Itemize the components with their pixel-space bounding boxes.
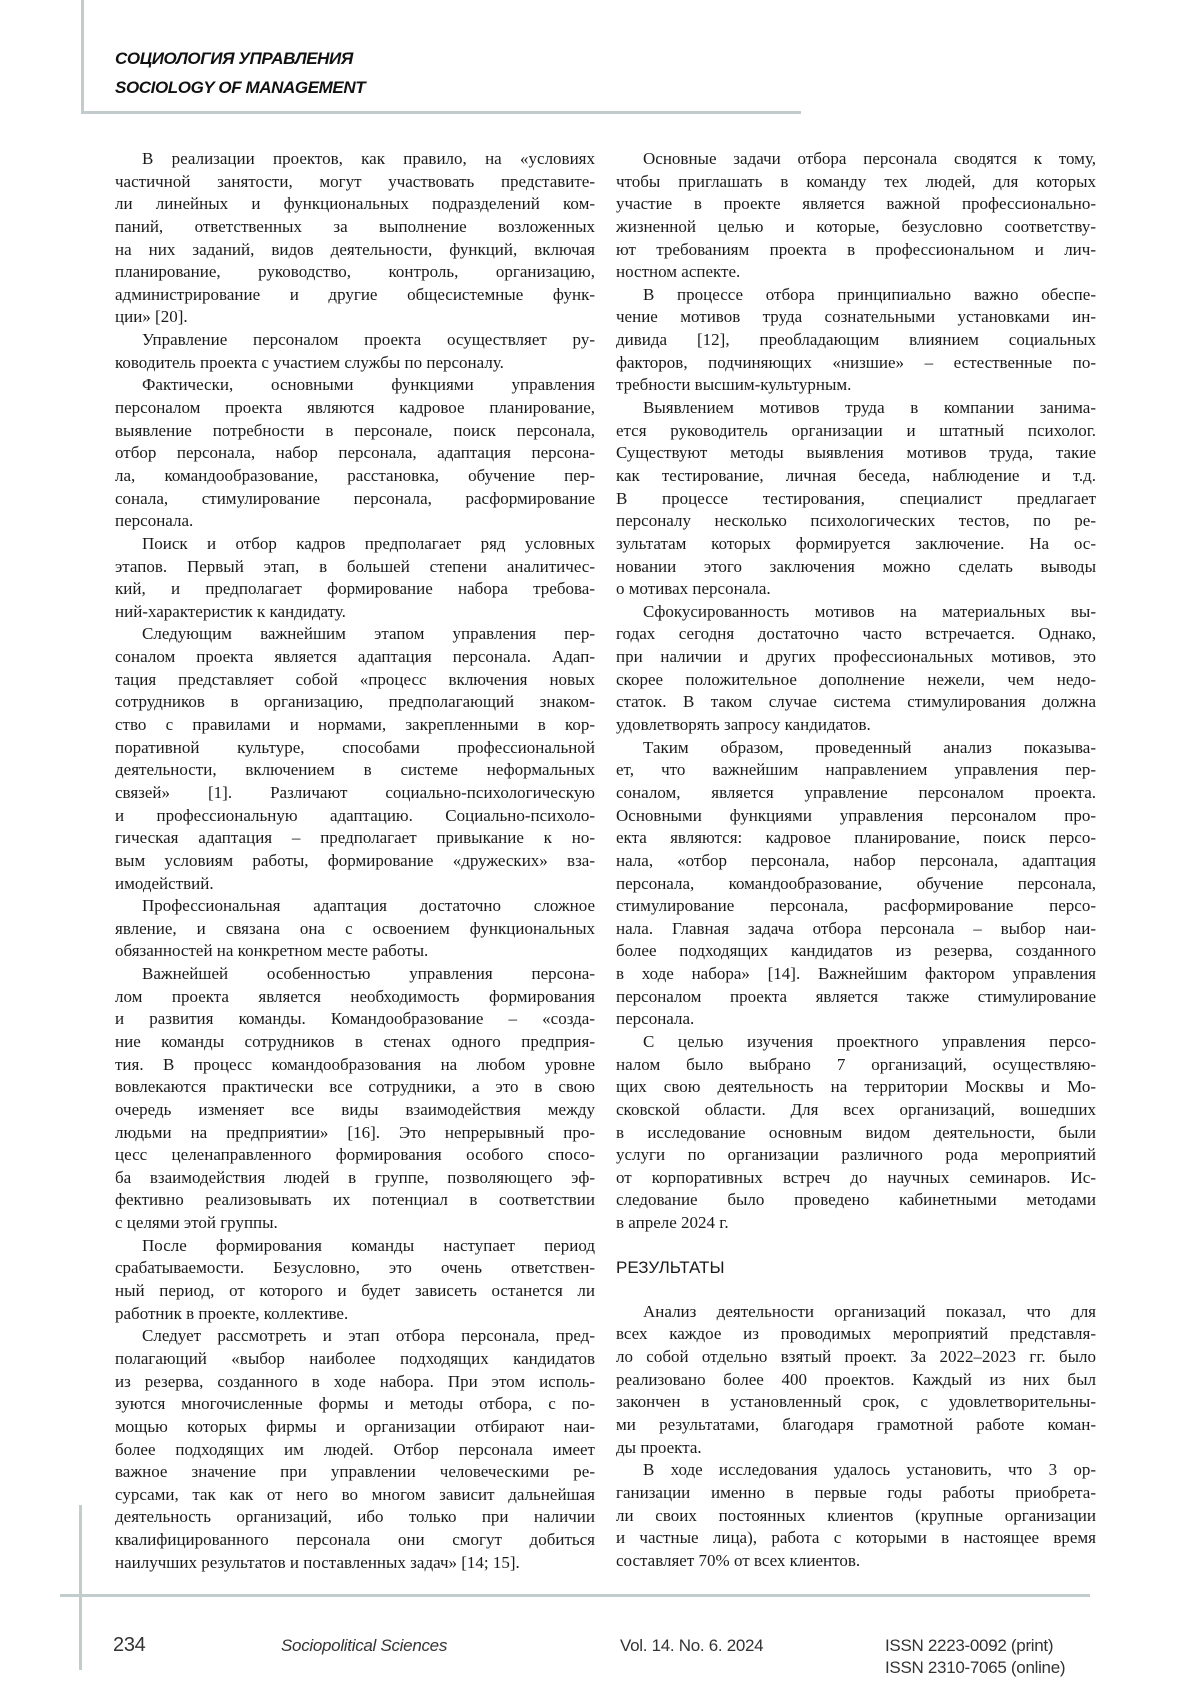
text-line: Основными функциями управления персоналом про- <box>616 805 1096 828</box>
text-line: персоналом проекта является также стимулирование <box>616 986 1096 1009</box>
text-line: явление, и связана она с освоением функциональных <box>115 918 595 941</box>
text-line: персоналу несколько психологических тестов, по ре- <box>616 510 1096 533</box>
issn-online: ISSN 2310-7065 (online) <box>885 1658 1065 1678</box>
text-line: Важнейшей особенностью управления персона- <box>115 963 595 986</box>
paragraph <box>616 148 1096 284</box>
text-line: Анализ деятельности организаций показал, что для <box>616 1301 1096 1324</box>
text-line: нала, «отбор персонала, набор персонала, адаптация <box>616 850 1096 873</box>
text-line: людьми на предприятии» [16]. Это непрерывный про- <box>115 1122 595 1145</box>
text-line: как тестирование, личная беседа, наблюдение и т.д. <box>616 465 1096 488</box>
page-number: 234 <box>113 1634 145 1657</box>
text-line: зуются многочисленные формы и методы отбора, с по- <box>115 1393 595 1416</box>
text-line: отбор персонала, набор персонала, адаптация персона- <box>115 442 595 465</box>
text-line: Фактически, основными функциями управления <box>115 374 595 397</box>
issn-print: ISSN 2223-0092 (print) <box>885 1636 1053 1656</box>
text-line: ностном аспекте. <box>616 261 1096 284</box>
text-line: чение мотивов труда сознательными установками ин- <box>616 306 1096 329</box>
paragraph <box>115 374 595 532</box>
footer-rule-horizontal <box>60 1594 1090 1597</box>
text-line: тия. В процесс командообразования на любом уровне <box>115 1054 595 1077</box>
text-line: услуги по организации различного рода мероприятий <box>616 1144 1096 1167</box>
text-line: сотрудников в организацию, предполагающий знаком- <box>115 691 595 714</box>
section-title-en: SOCIOLOGY OF MANAGEMENT <box>115 78 365 98</box>
text-line: ство с правилами и нормами, закрепленными в кор- <box>115 714 595 737</box>
text-line: с целями этой группы. <box>115 1212 595 1235</box>
text-line: В процессе отбора принципиально важно обеспе- <box>616 284 1096 307</box>
text-line: годах сегодня достаточно часто встречается. Однако, <box>616 623 1096 646</box>
text-line: ний-характеристик к кандидату. <box>115 601 595 624</box>
section-heading-results: РЕЗУЛЬТАТЫ <box>616 1257 1096 1279</box>
text-line: полагающий «выбор наиболее подходящих кандидатов <box>115 1348 595 1371</box>
text-line: Таким образом, проведенный анализ показыва- <box>616 737 1096 760</box>
text-line: екта являются: кадровое планирование, поиск персо- <box>616 827 1096 850</box>
text-line: В процессе тестирования, специалист предлагает <box>616 488 1096 511</box>
text-line: ции» [20]. <box>115 306 595 329</box>
text-line: тация представляет собой «процесс включения новых <box>115 669 595 692</box>
text-line: и развития команды. Командообразование – «созда- <box>115 1008 595 1031</box>
text-line: Выявлением мотивов труда в компании занима- <box>616 397 1096 420</box>
text-line: ганизации именно в первые годы работы приобрета- <box>616 1482 1096 1505</box>
text-line: Существуют методы выявления мотивов труда, такие <box>616 442 1096 465</box>
text-line: новании этого заключения можно сделать выводы <box>616 556 1096 579</box>
text-line: В реализации проектов, как правило, на «условиях <box>115 148 595 171</box>
text-line: персонала, командообразование, обучение персонала, <box>616 873 1096 896</box>
text-line: персонала. <box>115 510 595 533</box>
text-line: и профессиональную адаптацию. Социально-психоло- <box>115 805 595 828</box>
text-line: ние команды сотрудников в стенах одного предприя- <box>115 1031 595 1054</box>
text-line: Следующим важнейшим этапом управления пер- <box>115 623 595 646</box>
text-line: Основные задачи отбора персонала сводятся к тому, <box>616 148 1096 171</box>
text-line: мощью которых фирмы и организации отбирают наи- <box>115 1416 595 1439</box>
text-line: Профессиональная адаптация достаточно сложное <box>115 895 595 918</box>
paragraph <box>115 1235 595 1326</box>
text-line: имодействий. <box>115 873 595 896</box>
text-line: факторов, подчиняющих «низшие» – естественные по- <box>616 352 1096 375</box>
text-line: выявление потребности в персонале, поиск персонала, <box>115 420 595 443</box>
text-line: ды проекта. <box>616 1437 1096 1460</box>
text-line: дивида [12], преобладающим влиянием социальных <box>616 329 1096 352</box>
text-line: на них заданий, видов деятельности, функций, включая <box>115 239 595 262</box>
text-line: персонала. <box>616 1008 1096 1031</box>
right-column <box>616 148 1096 1572</box>
text-line: цесс целенаправленного формирования особого спосо- <box>115 1144 595 1167</box>
section-title-ru: СОЦИОЛОГИЯ УПРАВЛЕНИЯ <box>115 49 353 69</box>
text-line: ется руководитель организации и штатный психолог. <box>616 420 1096 443</box>
text-line: деятельности, включением в системе неформальных <box>115 759 595 782</box>
text-line: от корпоративных встреч до научных семинаров. Ис- <box>616 1167 1096 1190</box>
text-line: участие в проекте является важной профессионально- <box>616 193 1096 216</box>
text-line: удовлетворять запросу кандидатов. <box>616 714 1096 737</box>
header-rule-horizontal <box>81 111 801 114</box>
journal-name: Sociopolitical Sciences <box>281 1636 447 1656</box>
text-line: вым условиям работы, формирование «дружеских» вза- <box>115 850 595 873</box>
text-line: этапов. Первый этап, в большей степени аналитичес- <box>115 556 595 579</box>
text-line: Сфокусированность мотивов на материальных вы- <box>616 601 1096 624</box>
text-line: зультатам которых формируется заключение. На ос- <box>616 533 1096 556</box>
text-line: стимулирование персонала, расформирование персо- <box>616 895 1096 918</box>
text-line: ло собой отдельно взятый проект. За 2022–2023 гг. было <box>616 1346 1096 1369</box>
text-line: ба взаимодействия людей в группе, позволяющего эф- <box>115 1167 595 1190</box>
text-line: ководитель проекта с участием службы по персоналу. <box>115 352 595 375</box>
text-line: квалифицированного персонала они смогут добиться <box>115 1529 595 1552</box>
header-rule-vertical <box>81 0 84 114</box>
text-line: ли своих постоянных клиентов (крупные организации <box>616 1505 1096 1528</box>
text-line: сонала, стимулирование персонала, расформирование <box>115 488 595 511</box>
text-line: Поиск и отбор кадров предполагает ряд условных <box>115 533 595 556</box>
text-line: гическая адаптация – предполагает привыкание к но- <box>115 827 595 850</box>
paragraph <box>616 1459 1096 1572</box>
paragraph <box>115 533 595 624</box>
text-line: чтобы приглашать в команду тех людей, для которых <box>616 171 1096 194</box>
text-line: жизненной целью и которые, безусловно соответству- <box>616 216 1096 239</box>
text-line: поративной культуре, способами профессиональной <box>115 737 595 760</box>
text-line: более подходящих им людей. Отбор персонала имеет <box>115 1439 595 1462</box>
text-line: сковской области. Для всех организаций, вошедших <box>616 1099 1096 1122</box>
paragraph <box>616 284 1096 397</box>
text-line: щих свою деятельность на территории Москвы и Мо- <box>616 1076 1096 1099</box>
text-line: в ходе набора» [14]. Важнейшим фактором управления <box>616 963 1096 986</box>
text-line: лом проекта является необходимость формирования <box>115 986 595 1009</box>
text-line: фективно реализовывать их потенциал в соответствии <box>115 1189 595 1212</box>
text-line: ли линейных и функциональных подразделений ком- <box>115 193 595 216</box>
text-line: обязанностей на конкретном месте работы. <box>115 940 595 963</box>
text-line: статок. В таком случае система стимулирования должна <box>616 691 1096 714</box>
text-line: более подходящих кандидатов из резерва, созданного <box>616 940 1096 963</box>
text-line: ют требованиям проекта в профессиональном и лич- <box>616 239 1096 262</box>
text-line: соналом проекта является адаптация персонала. Адап- <box>115 646 595 669</box>
text-line: ла, командообразование, расстановка, обучение пер- <box>115 465 595 488</box>
paragraph <box>115 623 595 895</box>
text-line: реализовано более 400 проектов. Каждый из них был <box>616 1369 1096 1392</box>
text-line: нала. Главная задача отбора персонала – выбор наи- <box>616 918 1096 941</box>
paragraph <box>115 148 595 329</box>
text-line: частичной занятости, могут участвовать представите- <box>115 171 595 194</box>
paragraph <box>616 1301 1096 1459</box>
text-line: в исследование основным видом деятельности, были <box>616 1122 1096 1145</box>
paragraph <box>115 963 595 1235</box>
text-line: С целью изучения проектного управления персо- <box>616 1031 1096 1054</box>
text-line: ет, что важнейшим направлением управления пер- <box>616 759 1096 782</box>
text-line: закончен в установленный срок, с удовлетворительны- <box>616 1391 1096 1414</box>
text-line: Управление персоналом проекта осуществляет ру- <box>115 329 595 352</box>
text-line: администрирование и другие общесистемные функ- <box>115 284 595 307</box>
text-line: при наличии и других профессиональных мотивов, это <box>616 646 1096 669</box>
paragraph <box>115 1325 595 1574</box>
text-line: ный период, от которого и будет зависеть останется ли <box>115 1280 595 1303</box>
text-line: В ходе исследования удалось установить, что 3 ор- <box>616 1459 1096 1482</box>
text-line: очередь изменяет все виды взаимодействия между <box>115 1099 595 1122</box>
text-line: связей» [1]. Различают социально-психологическую <box>115 782 595 805</box>
text-line: срабатываемости. Безусловно, это очень ответствен- <box>115 1257 595 1280</box>
text-line: в апреле 2024 г. <box>616 1212 1096 1235</box>
text-line: ми результатами, благодаря грамотной работе коман- <box>616 1414 1096 1437</box>
paragraph <box>115 895 595 963</box>
text-line: требности высшим-культурным. <box>616 374 1096 397</box>
text-line: паний, ответственных за выполнение возложенных <box>115 216 595 239</box>
text-line: сурсами, так как от него во многом зависит дальнейшая <box>115 1484 595 1507</box>
text-line: планирование, руководство, контроль, организацию, <box>115 261 595 284</box>
text-line: всех каждое из проводимых мероприятий представля- <box>616 1323 1096 1346</box>
text-line: После формирования команды наступает период <box>115 1235 595 1258</box>
text-line: работник в проекте, коллективе. <box>115 1303 595 1326</box>
text-line: наилучших результатов и поставленных задач» [14; 15]. <box>115 1552 595 1575</box>
text-line: кий, и предполагает формирование набора требова- <box>115 578 595 601</box>
text-line: налом было выбрано 7 организаций, осуществляю- <box>616 1054 1096 1077</box>
text-line: о мотивах персонала. <box>616 578 1096 601</box>
footer-rule-vertical <box>79 1505 82 1670</box>
text-line: вовлекаются практически все сотрудники, а это в свою <box>115 1076 595 1099</box>
paragraph <box>616 1031 1096 1235</box>
text-line: из резерва, созданного в ходе набора. При этом исполь- <box>115 1371 595 1394</box>
text-line: следование было проведено кабинетными методами <box>616 1189 1096 1212</box>
text-line: и частные лица), работа с которыми в настоящее время <box>616 1527 1096 1550</box>
text-line: Следует рассмотреть и этап отбора персонала, пред- <box>115 1325 595 1348</box>
text-line: деятельность организаций, ибо только при наличии <box>115 1506 595 1529</box>
left-column <box>115 148 595 1574</box>
text-line: составляет 70% от всех клиентов. <box>616 1550 1096 1573</box>
text-line: соналом, является управление персоналом проекта. <box>616 782 1096 805</box>
text-line: персоналом проекта являются кадровое планирование, <box>115 397 595 420</box>
paragraph <box>115 329 595 374</box>
paragraph <box>616 737 1096 1031</box>
text-line: скорее положительное дополнение нежели, чем недо- <box>616 669 1096 692</box>
paragraph <box>616 397 1096 601</box>
volume-info: Vol. 14. No. 6. 2024 <box>620 1636 763 1656</box>
text-line: важное значение при управлении человеческими ре- <box>115 1461 595 1484</box>
paragraph <box>616 601 1096 737</box>
